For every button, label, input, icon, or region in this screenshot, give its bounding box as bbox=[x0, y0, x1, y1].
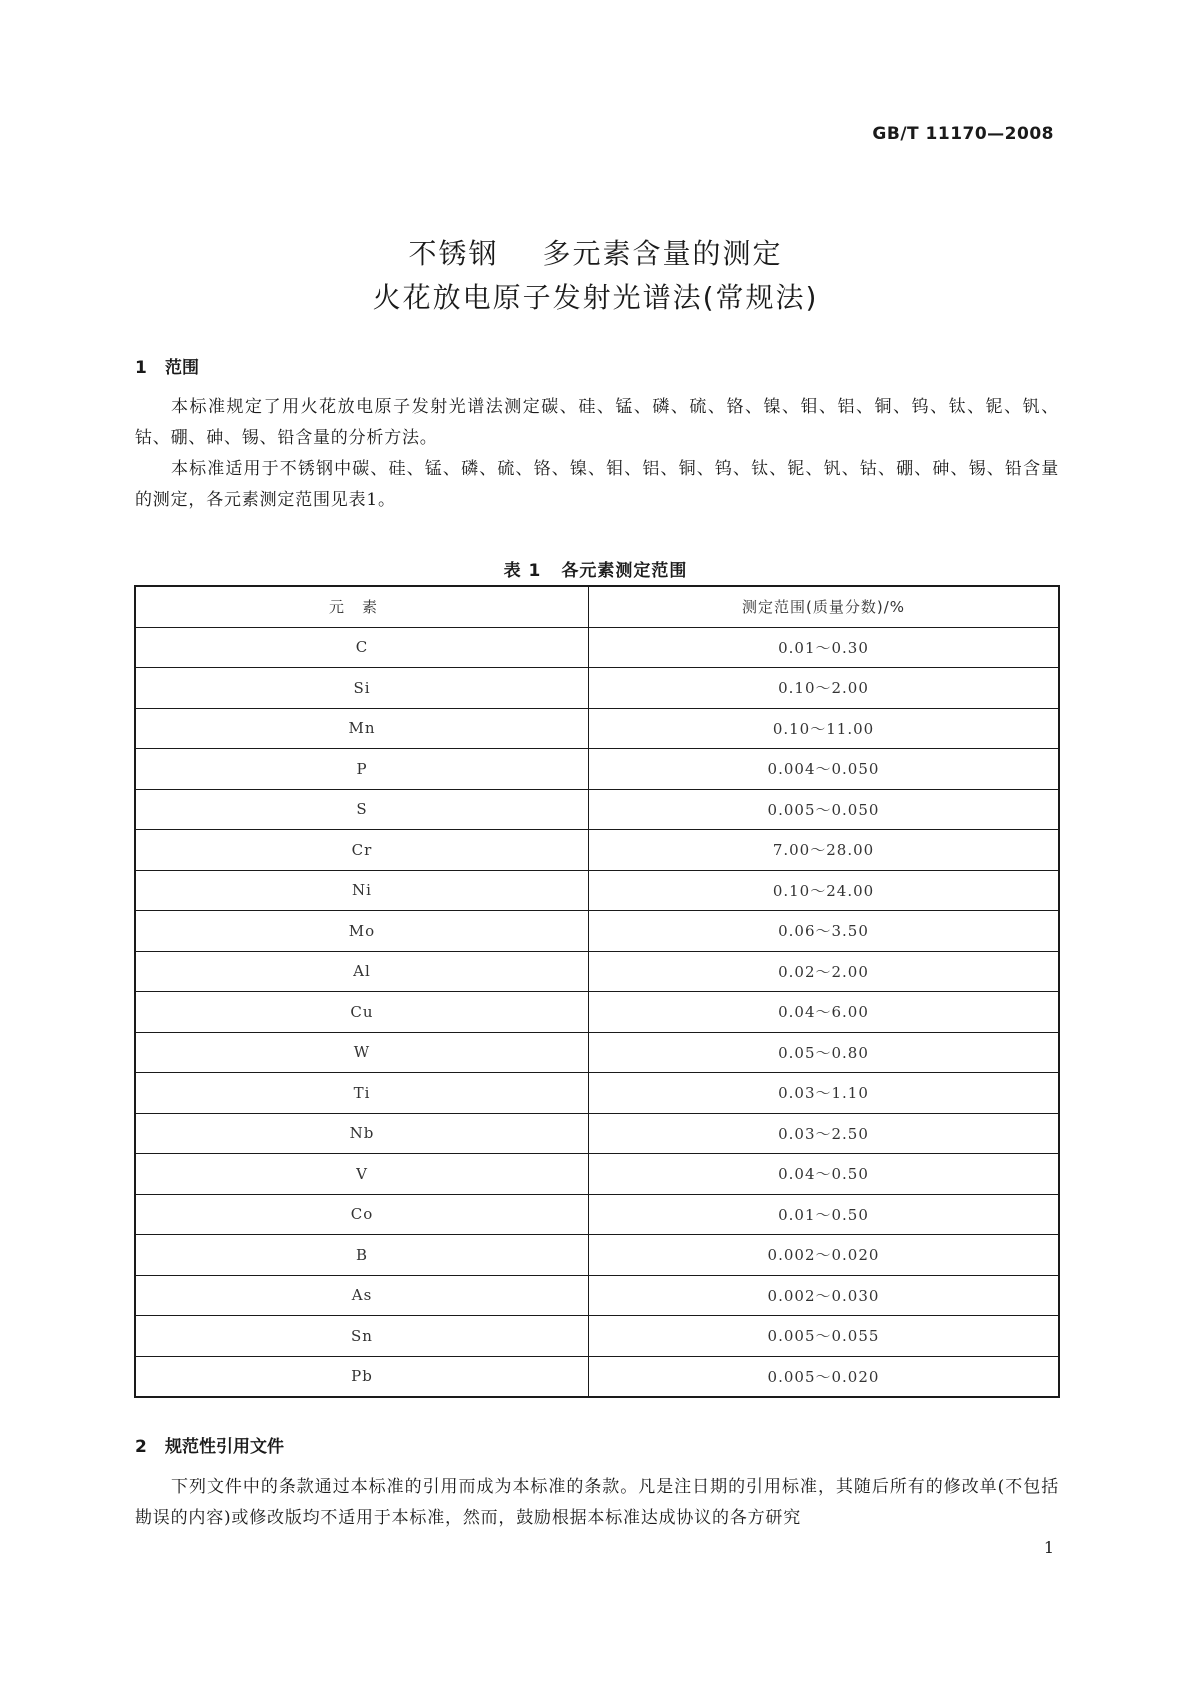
standard-number: GB/T 11170—2008 bbox=[872, 124, 1054, 144]
range-cell: 0.03～2.50 bbox=[589, 1113, 1060, 1154]
element-cell: Mo bbox=[135, 911, 589, 952]
table-row bbox=[135, 1194, 1059, 1235]
table-row bbox=[135, 1235, 1059, 1276]
table-row bbox=[135, 627, 1059, 668]
range-cell: 0.01～0.30 bbox=[589, 627, 1060, 668]
table-row bbox=[135, 668, 1059, 709]
range-cell: 0.004～0.050 bbox=[589, 749, 1060, 790]
table-row bbox=[135, 870, 1059, 911]
table-1-caption-title: 各元素测定范围 bbox=[561, 561, 688, 581]
range-cell: 0.01～0.50 bbox=[589, 1194, 1060, 1235]
range-cell: 0.03～1.10 bbox=[589, 1073, 1060, 1114]
element-cell: As bbox=[135, 1275, 589, 1316]
section-1-paragraph-2: 本标准适用于不锈钢中碳、硅、锰、磷、硫、铬、镍、钼、铝、铜、钨、钛、铌、钒、钴、硼、砷、锡、铅含量的测定，各元素测定范围见表1。 bbox=[135, 459, 1059, 510]
element-cell: W bbox=[135, 1032, 589, 1073]
range-cell: 0.10～11.00 bbox=[589, 708, 1060, 749]
element-cell: Mn bbox=[135, 708, 589, 749]
table-row bbox=[135, 992, 1059, 1033]
table-row bbox=[135, 1113, 1059, 1154]
document-title-line1 bbox=[0, 232, 1191, 272]
element-cell: C bbox=[135, 627, 589, 668]
section-2-title: 规范性引用文件 bbox=[165, 1437, 284, 1457]
element-cell: Cr bbox=[135, 830, 589, 871]
range-cell: 0.002～0.020 bbox=[589, 1235, 1060, 1276]
range-cell: 0.02～2.00 bbox=[589, 951, 1060, 992]
section-1-number: 1 bbox=[135, 358, 147, 378]
section-2-paragraph-1: 下列文件中的条款通过本标准的引用而成为本标准的条款。凡是注日期的引用标准，其随后所有的修改单(不包括勘误的内容)或修改版均不适用于本标准，然而，鼓励根据本标准达成协议的各方研究 bbox=[135, 1477, 1059, 1528]
table-row bbox=[135, 830, 1059, 871]
range-cell: 0.10～2.00 bbox=[589, 668, 1060, 709]
table-1-caption bbox=[0, 556, 1191, 581]
element-cell: Ni bbox=[135, 870, 589, 911]
section-1-heading bbox=[135, 353, 199, 378]
title-topic: 多元素含量的测定 bbox=[542, 237, 783, 270]
table-row bbox=[135, 911, 1059, 952]
element-cell: P bbox=[135, 749, 589, 790]
element-cell: Co bbox=[135, 1194, 589, 1235]
table-row bbox=[135, 1154, 1059, 1195]
range-cell: 0.005～0.020 bbox=[589, 1356, 1060, 1397]
table-row bbox=[135, 1356, 1059, 1397]
table-row bbox=[135, 1316, 1059, 1357]
section-2-heading bbox=[135, 1432, 284, 1457]
range-cell: 0.005～0.050 bbox=[589, 789, 1060, 830]
range-cell: 0.05～0.80 bbox=[589, 1032, 1060, 1073]
element-cell: Ti bbox=[135, 1073, 589, 1114]
section-1-title: 范围 bbox=[165, 358, 199, 378]
table-row bbox=[135, 1032, 1059, 1073]
table-row bbox=[135, 749, 1059, 790]
range-cell: 0.005～0.055 bbox=[589, 1316, 1060, 1357]
range-cell: 0.04～6.00 bbox=[589, 992, 1060, 1033]
element-cell: V bbox=[135, 1154, 589, 1195]
element-cell: Nb bbox=[135, 1113, 589, 1154]
element-cell: Cu bbox=[135, 992, 589, 1033]
range-cell: 0.002～0.030 bbox=[589, 1275, 1060, 1316]
table-body bbox=[135, 627, 1059, 1397]
element-cell: S bbox=[135, 789, 589, 830]
element-cell: Al bbox=[135, 951, 589, 992]
element-range-table bbox=[134, 585, 1060, 1398]
element-cell: B bbox=[135, 1235, 589, 1276]
range-cell: 0.04～0.50 bbox=[589, 1154, 1060, 1195]
column-header-element: 元素 bbox=[135, 586, 589, 627]
title-subject: 不锈钢 bbox=[408, 237, 499, 270]
range-cell: 0.06～3.50 bbox=[589, 911, 1060, 952]
table-header-row bbox=[135, 586, 1059, 627]
element-cell: Sn bbox=[135, 1316, 589, 1357]
element-cell: Pb bbox=[135, 1356, 589, 1397]
range-cell: 7.00～28.00 bbox=[589, 830, 1060, 871]
table-row bbox=[135, 789, 1059, 830]
table-row bbox=[135, 708, 1059, 749]
document-title-line2: 火花放电原子发射光谱法(常规法) bbox=[372, 281, 819, 314]
table-row bbox=[135, 1275, 1059, 1316]
page-number: 1 bbox=[1043, 1538, 1054, 1557]
column-header-range: 测定范围(质量分数)/% bbox=[589, 586, 1060, 627]
element-cell: Si bbox=[135, 668, 589, 709]
range-cell: 0.10～24.00 bbox=[589, 870, 1060, 911]
table-row bbox=[135, 951, 1059, 992]
table-1-caption-number: 表 1 bbox=[503, 561, 542, 581]
section-2-number: 2 bbox=[135, 1437, 147, 1457]
table-row bbox=[135, 1073, 1059, 1114]
section-1-paragraph-1: 本标准规定了用火花放电原子发射光谱法测定碳、硅、锰、磷、硫、铬、镍、钼、铝、铜、钨、钛、铌、钒、钴、硼、砷、锡、铅含量的分析方法。 bbox=[135, 397, 1059, 448]
